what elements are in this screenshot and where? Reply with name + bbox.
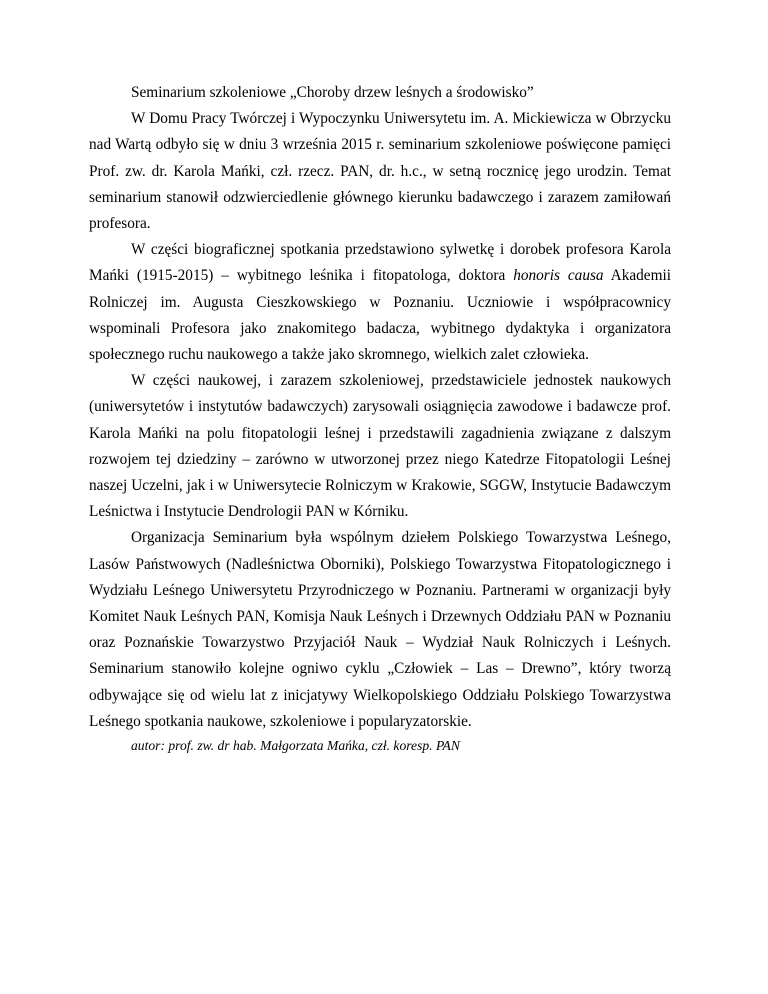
paragraph-biography-text-2: Akademii Rolniczej im. Augusta Cieszkowskiego w Poznaniu. Uczniowie i współpracownicy wspominali Profesora jako znakomitego badacza, wybitnego dydaktyka i organizatora społecznego ruchu naukowego a także jako skromnego, wielkich zalet człowieka. — [89, 267, 671, 364]
author-line: autor: prof. zw. dr hab. Małgorzata Mańka, czł. koresp. PAN — [131, 738, 460, 754]
document-title: Seminarium szkoleniowe „Choroby drzew leśnych a środowisko” — [131, 84, 534, 101]
honoris-causa-italic: honoris causa — [513, 267, 604, 285]
paragraph-organization: Organizacja Seminarium była wspólnym dziełem Polskiego Towarzystwa Leśnego, Lasów Państwowych (Nadleśnictwa Oborniki), Polskiego Towarzystwa Fitopatologicznego i Wydziału Leśnego Uniwersytetu Przyrodniczego w Poznaniu. Partnerami w organizacji były Komitet Nauk Leśnych PAN, Komisja Nauk Leśnych i Drzewnych Oddziału PAN w Poznaniu oraz Poznańskie Towarzystwo Przyjaciół Nauk – Wydział Nauk Rolniczych i Leśnych. Seminarium stanowiło kolejne ogniwo cyklu „Człowiek – Las – Drewno”, który tworzą odbywające się od wielu lat z inicjatywy Wielkopolskiego Oddziału Polskiego Towarzystwa Leśnego spotkania naukowe, szkoleniowe i popularyzatorskie. — [89, 529, 671, 730]
paragraph-intro: W Domu Pracy Twórczej i Wypoczynku Uniwersytetu im. A. Mickiewicza w Obrzycku nad Wartą odbyło się w dniu 3 września 2015 r. seminarium szkoleniowe poświęcone pamięci Prof. zw. dr. Karola Mańki, czł. rzecz. PAN, dr. h.c., w setną rocznicę jego urodzin. Temat seminarium stanowił odzwierciedlenie głównego kierunku badawczego i zarazem zamiłowań profesora. — [89, 110, 671, 233]
paragraph-biography — [89, 237, 671, 368]
document-page — [89, 80, 671, 757]
paragraph-scientific: W części naukowej, i zarazem szkoleniowej, przedstawiciele jednostek naukowych (uniwersytetów i instytutów badawczych) zarysowali osiągnięcia zawodowe i badawcze prof. Karola Mańki na polu fitopatologii leśnej i przedstawili zagadnienia związane z dalszym rozwojem tej dziedziny – zarówno w utworzonej przez niego Katedrze Fitopatologii Leśnej naszej Uczelni, jak i w Uniwersytecie Rolniczym w Krakowie, SGGW, Instytucie Badawczym Leśnictwa i Instytucie Dendrologii PAN w Kórniku. — [89, 372, 671, 521]
paragraph-biography-text-1: W części biograficznej spotkania przedstawiono sylwetkę i dorobek profesora Karola Mańki (1915-2015) – wybitnego leśnika i fitopatologa, doktora — [89, 241, 671, 285]
